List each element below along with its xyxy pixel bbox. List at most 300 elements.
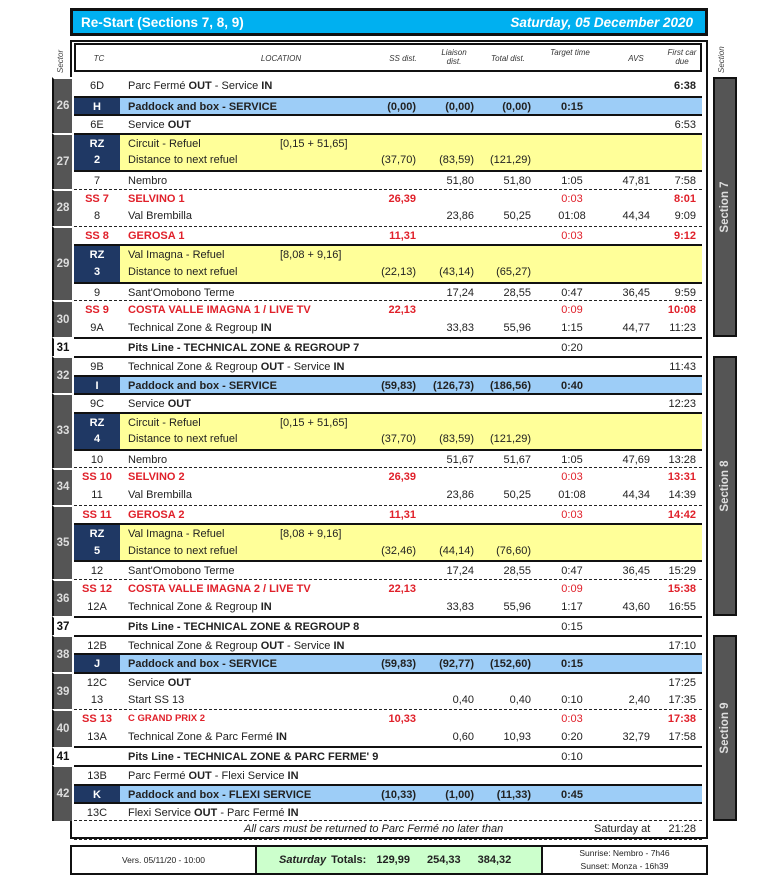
- location-text: Technical Zone & Regroup: [128, 639, 261, 652]
- first-car-due-cell: 11:23: [669, 321, 696, 334]
- pits-line-row: [74, 616, 702, 635]
- location-text: - Parc Fermé: [217, 807, 288, 820]
- target-time-cell: 0:09: [561, 583, 583, 596]
- first-car-due-cell: 12:23: [668, 398, 696, 411]
- target-time-cell: 0:15: [560, 100, 584, 113]
- tc-cell: 11: [91, 489, 103, 502]
- sector-badge: [52, 747, 72, 766]
- refuel-range: [0,15 + 51,65]: [280, 137, 348, 150]
- tc-cell: SS 9: [85, 304, 109, 317]
- location-text: COSTA VALLE IMAGNA 2 / LIVE TV: [128, 583, 311, 596]
- table-row: [74, 765, 702, 784]
- banner-date: Saturday, 05 December 2020: [510, 14, 693, 30]
- liaison-dist-cell: 17,24: [446, 565, 474, 578]
- location-cell: [128, 691, 184, 710]
- refuel-row: [74, 542, 702, 561]
- ss-dist-cell: (37,70): [381, 433, 416, 446]
- sector-number: 33: [56, 425, 70, 438]
- pits-line-row: [74, 746, 702, 765]
- target-time-cell: 0:15: [560, 658, 584, 671]
- location-keyword: OUT: [188, 80, 212, 92]
- total-dist-cell: 50,25: [503, 210, 531, 223]
- total-dist-cell: (76,60): [496, 544, 531, 557]
- totals-ss: 129,99: [376, 854, 410, 866]
- col-liaison-dist: Liaison dist.: [441, 48, 467, 66]
- location-text: GEROSA 1: [128, 229, 185, 242]
- sector-number: 34: [56, 481, 70, 494]
- table-row: [74, 77, 702, 96]
- target-time-cell: 0:47: [561, 565, 583, 578]
- sector-number: 26: [56, 99, 70, 112]
- target-time-cell: 01:08: [558, 210, 586, 223]
- total-dist-cell: 28,55: [503, 286, 531, 299]
- target-time-cell: 1:05: [561, 453, 583, 466]
- sector-number: 39: [56, 685, 70, 698]
- tc-cell: 2: [74, 151, 120, 170]
- location-keyword: OUT: [167, 677, 191, 689]
- location-text: SELVINO 1: [128, 192, 185, 205]
- table-row: [74, 282, 702, 301]
- sector-number: 35: [56, 536, 70, 549]
- location-cell: [128, 598, 272, 617]
- sector-badge: [52, 226, 72, 300]
- service-row: [74, 96, 702, 115]
- stage-row: [74, 709, 702, 728]
- section-bar: [713, 77, 737, 337]
- table-row: [74, 560, 702, 579]
- parc-ferme-note-time: 21:28: [668, 823, 696, 835]
- tc-cell: SS 11: [82, 508, 112, 521]
- liaison-dist-cell: 51,80: [446, 174, 474, 187]
- liaison-dist-cell: 23,86: [446, 489, 474, 502]
- target-time-cell: 0:20: [561, 730, 583, 743]
- parc-ferme-note-text: All cars must be returned to Parc Fermé no later than: [244, 823, 504, 835]
- target-time-cell: 0:10: [561, 693, 583, 706]
- totals-label: Totals:: [331, 854, 367, 866]
- target-time-cell: 1:05: [561, 174, 583, 187]
- parc-ferme-note-day: Saturday at: [594, 823, 651, 835]
- target-time-cell: 0:03: [561, 508, 583, 521]
- location-text: Technical Zone & Regroup: [128, 321, 261, 334]
- location-cell: [128, 207, 192, 226]
- refuel-row: [74, 523, 702, 542]
- table-row: [74, 486, 702, 505]
- tc-cell: 6D: [89, 80, 105, 92]
- first-car-due-cell: 13:28: [668, 453, 696, 466]
- service-row: [74, 784, 702, 803]
- location-text: Paddock and box - SERVICE: [128, 658, 277, 671]
- target-time-cell: 0:20: [561, 342, 583, 355]
- refuel-range: [8,08 + 9,16]: [280, 249, 342, 262]
- tc-cell: 4: [74, 430, 120, 449]
- sector-number: 29: [56, 257, 70, 270]
- first-car-due-cell: 8:01: [673, 192, 696, 205]
- location-text: Pits Line - TECHNICAL ZONE & REGROUP 7: [128, 342, 360, 355]
- location-keyword: OUT: [188, 769, 212, 782]
- table-row: [74, 170, 702, 189]
- liaison-dist-cell: (0,00): [445, 100, 474, 113]
- table-row: [74, 802, 702, 821]
- liaison-dist-cell: (83,59): [439, 154, 474, 167]
- location-cell: [128, 151, 237, 170]
- liaison-dist-cell: (1,00): [445, 788, 474, 801]
- ss-dist-cell: 22,13: [388, 583, 416, 596]
- location-text: Distance to next refuel: [128, 154, 238, 167]
- service-row: [74, 653, 702, 672]
- sector-number: 28: [56, 202, 70, 215]
- avs-cell: 43,60: [622, 600, 650, 613]
- tc-cell: 6E: [90, 119, 104, 132]
- location-text: Flexi Service: [128, 807, 195, 820]
- total-dist-cell: (152,60): [490, 658, 531, 671]
- table-row: [74, 319, 702, 338]
- location-text: Distance to next refuel: [128, 265, 238, 278]
- target-time-cell: 0:15: [561, 621, 583, 634]
- total-dist-cell: 10,93: [503, 730, 531, 743]
- total-dist-cell: (121,29): [490, 154, 531, 167]
- total-dist-cell: 55,96: [503, 321, 531, 334]
- location-cell: [128, 580, 311, 599]
- title-banner: [70, 8, 708, 36]
- refuel-row: [74, 151, 702, 170]
- total-dist-cell: 0,40: [509, 693, 531, 706]
- location-keyword: IN: [260, 321, 272, 334]
- col-tc: TC: [93, 54, 105, 63]
- table-row: [74, 672, 702, 691]
- tc-cell: 8: [93, 210, 101, 223]
- totals-liaison: 254,33: [426, 854, 461, 866]
- location-text: COSTA VALLE IMAGNA 1 / LIVE TV: [128, 304, 311, 317]
- refuel-row: [74, 244, 702, 263]
- sector-badge: [52, 468, 72, 505]
- first-car-due-cell: 14:42: [667, 508, 696, 521]
- tc-cell: 7: [93, 174, 101, 187]
- section-column-label: Section: [717, 46, 726, 73]
- location-text: - Service: [283, 639, 334, 652]
- first-car-due-cell: 17:35: [668, 693, 696, 706]
- target-time-cell: 0:03: [561, 229, 583, 242]
- location-text: Sant'Omobono Terme: [128, 565, 235, 578]
- location-cell: [128, 227, 184, 246]
- ss-dist-cell: (22,13): [381, 265, 416, 278]
- location-text: Technical Zone & Regroup: [128, 360, 261, 373]
- table-row: [74, 691, 702, 710]
- location-keyword: OUT: [260, 360, 284, 373]
- location-cell: [128, 190, 185, 209]
- target-time-cell: 0:03: [561, 471, 583, 484]
- refuel-row: [74, 412, 702, 431]
- location-keyword: OUT: [167, 119, 191, 132]
- target-time-cell: 1:15: [561, 321, 583, 334]
- banner-title: Re-Start (Sections 7, 8, 9): [81, 14, 244, 30]
- col-total-dist: Total dist.: [491, 54, 525, 63]
- sector-badge: [52, 635, 72, 672]
- sector-badge: [52, 189, 72, 226]
- sunset-text: Sunset: Monza - 16h39: [580, 861, 669, 871]
- stage-row: [74, 226, 702, 245]
- first-car-due-cell: 17:10: [668, 639, 696, 652]
- location-cell: [128, 301, 311, 320]
- first-car-due-cell: 10:08: [667, 304, 696, 317]
- liaison-dist-cell: 17,24: [446, 286, 474, 299]
- target-time-cell: 0:45: [560, 788, 584, 801]
- location-keyword: OUT: [260, 639, 284, 652]
- tc-cell: 5: [74, 542, 120, 561]
- liaison-dist-cell: 0,40: [452, 693, 474, 706]
- total-dist-cell: (121,29): [490, 433, 531, 446]
- totals-box: [257, 847, 543, 873]
- target-time-cell: 0:40: [560, 379, 584, 392]
- ss-dist-cell: (10,33): [381, 788, 416, 801]
- location-text: Sant'Omobono Terme: [128, 286, 235, 299]
- target-time-cell: 0:10: [561, 751, 583, 764]
- sector-column-label: Sector: [56, 49, 65, 73]
- liaison-dist-cell: 0,60: [452, 730, 474, 743]
- tc-cell: RZ: [74, 525, 120, 542]
- tc-cell: SS 7: [85, 192, 109, 205]
- tc-cell: K: [74, 786, 120, 803]
- target-time-cell: 0:47: [561, 286, 583, 299]
- first-car-due-cell: 15:29: [668, 565, 696, 578]
- location-text: Distance to next refuel: [128, 433, 238, 446]
- target-time-cell: 0:03: [561, 713, 583, 726]
- location-keyword: OUT: [167, 398, 191, 411]
- col-avs: AVS: [628, 54, 644, 63]
- first-car-due-cell: 13:31: [667, 471, 696, 484]
- location-text: Circuit - Refuel: [128, 416, 201, 429]
- section-bar: [713, 635, 737, 821]
- tc-cell: 13: [90, 693, 104, 706]
- totals-day: Saturday: [279, 854, 327, 866]
- sector-badge: [52, 765, 72, 821]
- stage-row: [74, 505, 702, 524]
- target-time-cell: 0:09: [561, 304, 583, 317]
- table-row: [74, 393, 702, 412]
- target-time-cell: 1:17: [561, 600, 583, 613]
- location-cell: [128, 263, 237, 282]
- tc-cell: 13B: [87, 769, 107, 782]
- location-text: Technical Zone & Parc Fermé: [128, 730, 276, 743]
- sector-badge: [52, 337, 72, 356]
- col-location: LOCATION: [260, 54, 302, 63]
- parc-ferme-note: [74, 820, 702, 840]
- tc-cell: 12C: [86, 677, 108, 689]
- summary-bar: [70, 845, 708, 875]
- sector-badge: [52, 133, 72, 189]
- location-text: - Service: [283, 360, 334, 373]
- location-text: Parc Fermé: [128, 769, 189, 782]
- location-text: Service: [128, 398, 168, 411]
- avs-cell: 44,77: [622, 321, 650, 334]
- location-cell: [128, 506, 184, 525]
- total-dist-cell: 55,96: [503, 600, 531, 613]
- sunrise-text: Sunrise: Nembro - 7h46: [579, 848, 670, 858]
- col-target-time: Target time: [550, 48, 590, 57]
- total-dist-cell: 51,80: [503, 174, 531, 187]
- refuel-range: [0,15 + 51,65]: [280, 416, 348, 429]
- liaison-dist-cell: 51,67: [446, 453, 474, 466]
- tc-cell: 9C: [89, 398, 105, 411]
- table-row: [74, 635, 702, 654]
- avs-cell: 2,40: [628, 693, 650, 706]
- sector-number: 40: [56, 722, 70, 735]
- itinerary-table: [74, 77, 702, 821]
- avs-cell: 44,34: [622, 210, 650, 223]
- section-label: Section 9: [719, 702, 731, 754]
- location-text: C GRAND PRIX 2: [128, 713, 206, 725]
- tc-cell: 12A: [87, 600, 107, 613]
- avs-cell: 47,81: [622, 174, 650, 187]
- section-bar: [713, 356, 737, 616]
- location-keyword: IN: [261, 80, 273, 92]
- first-car-due-cell: 15:38: [667, 583, 696, 596]
- location-text: Parc Fermé: [128, 80, 189, 92]
- liaison-dist-cell: (83,59): [439, 433, 474, 446]
- sector-number: 31: [56, 341, 70, 354]
- location-cell: [128, 710, 205, 729]
- location-text: Paddock and box - SERVICE: [128, 100, 277, 113]
- location-text: - Flexi Service: [211, 769, 288, 782]
- sector-badge: [52, 356, 72, 393]
- sector-badge: [52, 505, 72, 579]
- location-keyword: IN: [287, 807, 299, 820]
- first-car-due-cell: 9:12: [673, 229, 696, 242]
- table-row: [74, 207, 702, 226]
- location-text: Paddock and box - FLEXI SERVICE: [128, 788, 312, 801]
- location-text: Pits Line - TECHNICAL ZONE & PARC FERME' 9: [128, 751, 379, 764]
- first-car-due-cell: 7:58: [674, 174, 696, 187]
- total-dist-cell: (65,27): [496, 265, 531, 278]
- liaison-dist-cell: (92,77): [439, 658, 474, 671]
- ss-dist-cell: 22,13: [388, 304, 416, 317]
- col-ss-dist: SS dist.: [389, 54, 417, 63]
- tc-cell: RZ: [74, 246, 120, 263]
- sector-number: 38: [56, 648, 70, 661]
- tc-cell: RZ: [74, 135, 120, 152]
- location-text: SELVINO 2: [128, 471, 185, 484]
- location-text: Circuit - Refuel: [128, 137, 201, 150]
- tc-cell: 12B: [87, 639, 107, 652]
- ss-dist-cell: (0,00): [387, 100, 416, 113]
- location-text: Service: [128, 677, 168, 689]
- total-dist-cell: (186,56): [490, 379, 531, 392]
- avs-cell: 47,69: [622, 453, 650, 466]
- col-first-car-due: First car due: [667, 48, 697, 66]
- sector-number: 27: [56, 155, 70, 168]
- location-text: Nembro: [128, 453, 168, 466]
- total-dist-cell: 51,67: [503, 453, 531, 466]
- location-text: Val Brembilla: [128, 210, 192, 223]
- first-car-due-cell: 9:59: [674, 286, 696, 299]
- liaison-dist-cell: (43,14): [439, 265, 474, 278]
- stage-row: [74, 300, 702, 319]
- sector-number: 36: [56, 592, 70, 605]
- tc-cell: 13C: [86, 807, 108, 820]
- table-row: [74, 728, 702, 747]
- location-text: Distance to next refuel: [128, 544, 238, 557]
- sector-badge: [52, 579, 72, 616]
- sector-badge: [52, 300, 72, 337]
- sector-badge: [52, 77, 72, 133]
- refuel-row: [74, 133, 702, 152]
- location-cell: [128, 542, 237, 561]
- liaison-dist-cell: (126,73): [433, 379, 474, 392]
- tc-cell: 10: [90, 453, 104, 466]
- first-car-due-cell: 6:53: [674, 119, 696, 132]
- first-car-due-cell: 17:58: [668, 730, 696, 743]
- total-dist-cell: (0,00): [502, 100, 531, 113]
- tc-cell: H: [74, 98, 120, 115]
- version-label: Vers. 05/11/20 - 10:00: [72, 847, 257, 873]
- tc-cell: 9: [93, 286, 101, 299]
- location-text: GEROSA 2: [128, 508, 185, 521]
- column-header: [74, 43, 702, 72]
- target-time-cell: 01:08: [558, 489, 586, 502]
- sun-times: [543, 847, 706, 873]
- service-row: [74, 375, 702, 394]
- tc-cell: 12: [90, 565, 104, 578]
- location-text: Nembro: [128, 174, 168, 187]
- tc-cell: 3: [74, 263, 120, 282]
- location-text: Pits Line - TECHNICAL ZONE & REGROUP 8: [128, 621, 360, 634]
- location-keyword: OUT: [194, 807, 218, 820]
- sector-number: 32: [56, 369, 70, 382]
- avs-cell: 44,34: [622, 489, 650, 502]
- sector-number: 37: [56, 620, 70, 633]
- location-text: Technical Zone & Regroup: [128, 600, 261, 613]
- first-car-due-cell: 6:38: [673, 80, 696, 92]
- liaison-dist-cell: (44,14): [439, 544, 474, 557]
- liaison-dist-cell: 33,83: [446, 600, 474, 613]
- stage-row: [74, 189, 702, 208]
- first-car-due-cell: 17:25: [668, 677, 696, 689]
- total-dist-cell: 28,55: [503, 565, 531, 578]
- liaison-dist-cell: 23,86: [446, 210, 474, 223]
- location-cell: [128, 728, 287, 747]
- section-label: Section 7: [719, 181, 731, 233]
- sector-number: 41: [56, 750, 70, 763]
- location-keyword: IN: [260, 600, 272, 613]
- location-keyword: IN: [333, 639, 345, 652]
- totals-total: 384,32: [477, 854, 512, 866]
- avs-cell: 36,45: [622, 286, 650, 299]
- location-keyword: IN: [333, 360, 345, 373]
- ss-dist-cell: 26,39: [388, 471, 416, 484]
- sector-number: 30: [56, 313, 70, 326]
- avs-cell: 36,45: [622, 565, 650, 578]
- location-text: Val Imagna - Refuel: [128, 528, 225, 541]
- first-car-due-cell: 9:09: [674, 210, 696, 223]
- location-text: Val Brembilla: [128, 489, 192, 502]
- first-car-due-cell: 11:43: [669, 360, 696, 373]
- refuel-range: [8,08 + 9,16]: [280, 528, 342, 541]
- stage-row: [74, 467, 702, 486]
- ss-dist-cell: 26,39: [388, 192, 416, 205]
- tc-cell: SS 13: [82, 713, 112, 726]
- first-car-due-cell: 14:39: [668, 489, 696, 502]
- total-dist-cell: (11,33): [496, 788, 531, 801]
- first-car-due-cell: 16:55: [668, 600, 696, 613]
- tc-cell: 9B: [90, 360, 104, 373]
- table-row: [74, 598, 702, 617]
- location-text: Paddock and box - SERVICE: [128, 379, 277, 392]
- sector-number: 42: [56, 788, 70, 801]
- ss-dist-cell: (59,83): [381, 658, 416, 671]
- table-row: [74, 356, 702, 375]
- sector-badge: [52, 709, 72, 746]
- location-cell: [128, 77, 272, 96]
- ss-dist-cell: (37,70): [381, 154, 416, 167]
